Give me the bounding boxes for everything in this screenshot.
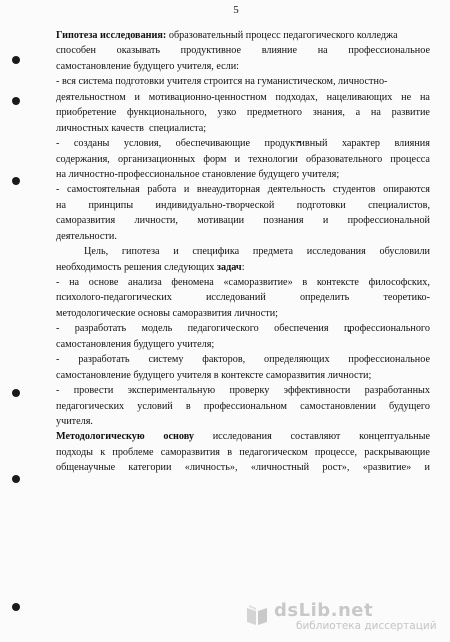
word: оказывать — [116, 45, 160, 57]
word: анализа — [128, 277, 162, 288]
text-line — [56, 74, 430, 89]
word: - — [56, 354, 60, 366]
word: - — [56, 277, 60, 288]
word: психолого-педагогических — [56, 292, 172, 304]
word: обусловили — [379, 246, 430, 258]
word: самостановлении — [300, 400, 376, 412]
word: не — [401, 91, 412, 103]
word: студентов — [332, 184, 376, 196]
word: «личностный — [250, 462, 310, 474]
word: содержания, — [56, 153, 110, 165]
binder-hole-2 — [12, 97, 20, 105]
word: и — [173, 246, 179, 258]
text-line — [56, 152, 430, 167]
word: саморазвития — [160, 446, 220, 458]
word: на — [419, 91, 430, 103]
word: Цель, — [84, 246, 109, 258]
word: определяющих — [264, 354, 330, 366]
word: разработать — [74, 323, 127, 335]
text-line — [56, 229, 430, 244]
word: на — [317, 45, 328, 57]
word: способен — [56, 45, 96, 57]
word: определить — [299, 292, 350, 304]
word: профессиональное — [348, 45, 430, 57]
line-text: необходимость решения следующих — [56, 261, 217, 273]
word: обеспечивающие — [175, 138, 251, 150]
line-text: самостановление будущего учителя, если: — [56, 60, 240, 72]
word: предметного — [246, 107, 303, 119]
word: в — [185, 400, 191, 412]
word: самостоятельная — [67, 184, 140, 196]
text-line — [56, 43, 430, 58]
word: в — [302, 277, 308, 288]
word: профессиональное — [348, 354, 430, 366]
word: будущего — [389, 400, 430, 412]
word: специфика — [192, 246, 240, 258]
word: «саморазвитие» — [223, 277, 293, 288]
word: специалистов, — [368, 199, 430, 211]
text-line — [56, 121, 430, 136]
binder-hole-6 — [12, 603, 20, 611]
word: приобретение — [56, 107, 117, 119]
word: условий — [137, 400, 173, 412]
bold-term: задач — [216, 261, 242, 273]
text-line — [56, 399, 430, 414]
word: на — [69, 277, 80, 288]
word: «личность», — [184, 462, 238, 474]
text-line — [56, 198, 430, 213]
word: эффективности — [283, 385, 351, 397]
word: феномена — [171, 277, 214, 288]
word: «развитие» — [362, 462, 412, 474]
text-line — [56, 321, 430, 336]
word: технологии — [248, 153, 298, 165]
word: систему — [148, 354, 184, 366]
text-line — [56, 28, 430, 43]
word: исследований — [205, 292, 266, 304]
text-line — [56, 136, 430, 151]
line-text: личностных качеств специалиста; — [56, 122, 207, 134]
watermark-logo: dsLib.net — [274, 600, 374, 621]
line-text: учителя. — [56, 415, 93, 427]
line-text: - вся система подготовки учителя строится на гуманистическом, личностно- — [56, 76, 388, 88]
binder-hole-1 — [12, 56, 20, 64]
text-line — [56, 306, 430, 321]
word: условия, — [123, 138, 162, 150]
text-line — [56, 275, 430, 290]
text-line — [56, 290, 430, 305]
word: профессиональном — [203, 400, 288, 412]
word: и — [134, 91, 140, 103]
bold-word: основу — [163, 431, 194, 443]
text-line — [56, 445, 430, 460]
word: индивидуально-творческой — [155, 199, 275, 211]
text-line — [56, 182, 430, 197]
word: исследования — [212, 431, 272, 443]
word: подготовки — [296, 199, 346, 211]
text-line — [56, 460, 430, 475]
word: - — [56, 138, 60, 150]
binder-hole-5 — [12, 475, 20, 483]
line-text: : — [241, 261, 245, 273]
word: влияния — [394, 138, 430, 150]
word: - — [56, 385, 60, 397]
text-line — [56, 90, 430, 105]
word: составляют — [290, 431, 341, 443]
word: процессе, — [314, 446, 358, 458]
word: философских, — [368, 277, 430, 288]
word: процесса — [390, 153, 430, 165]
page-number: 5 — [233, 4, 239, 16]
word: деятельностном — [56, 91, 126, 103]
word: и — [322, 215, 329, 227]
word: профессиональной — [347, 215, 430, 227]
text-line — [56, 352, 430, 367]
word: форм — [203, 153, 227, 165]
word: влияние — [261, 45, 298, 57]
line-text: самостановления будущего учителя; — [56, 338, 215, 350]
document-body — [56, 28, 430, 476]
word: рост», — [322, 462, 350, 474]
word: педагогических — [56, 400, 125, 412]
word: провести — [73, 385, 114, 397]
word: концептуальные — [359, 431, 430, 443]
binder-hole-4 — [12, 389, 20, 397]
word: модель — [141, 323, 173, 335]
word: принципы — [88, 199, 134, 211]
word: исследования — [306, 246, 366, 258]
line-text: образовательный процесс педагогического колледжа — [166, 30, 398, 41]
word: личности, — [134, 215, 178, 227]
watermark-subtitle: библиотека диссертаций — [296, 620, 437, 632]
word: опираются — [383, 184, 430, 196]
word: работа — [147, 184, 177, 196]
word: познания — [263, 215, 304, 227]
word: на — [56, 199, 66, 211]
text-line — [56, 337, 430, 352]
watermark — [274, 600, 444, 634]
text-line — [56, 59, 430, 74]
word: продуктивное — [180, 45, 241, 57]
word: разработать — [78, 354, 130, 366]
word: проверку — [229, 385, 270, 397]
word: функционального, — [127, 107, 207, 119]
word: развитие — [391, 107, 430, 119]
word: подходах, — [275, 91, 318, 103]
word: педагогического — [187, 323, 259, 335]
word: продуктивный — [264, 138, 328, 150]
word: знания, — [312, 107, 345, 119]
word: гипотеза — [121, 246, 160, 258]
word: в — [227, 446, 233, 458]
word: профессионального — [343, 323, 430, 335]
word: к — [100, 446, 106, 458]
word: проблеме — [112, 446, 154, 458]
word: разработанных — [364, 385, 430, 397]
word: узко — [217, 107, 237, 119]
word: категории — [128, 462, 172, 474]
word: саморазвития — [56, 215, 116, 227]
line-text: деятельности. — [56, 230, 117, 242]
text-line — [56, 368, 430, 383]
text-line — [56, 260, 430, 275]
line-text: самостановление будущего учителя в контексте саморазвития личности; — [56, 369, 372, 381]
text-line — [56, 105, 430, 120]
word: - — [56, 323, 60, 335]
word: внеаудиторная — [196, 184, 261, 196]
bold-term: Гипотеза исследования: — [56, 30, 167, 41]
word: факторов, — [202, 354, 246, 366]
word: - — [56, 184, 60, 196]
word: нацеливающих — [326, 91, 393, 103]
word: педагогическом — [239, 446, 308, 458]
word: организационных — [118, 153, 196, 165]
text-line — [56, 167, 430, 182]
word: предмета — [252, 246, 294, 258]
word: созданы — [73, 138, 110, 150]
word: мотивационно-ценностном — [148, 91, 267, 103]
word: на — [370, 107, 381, 119]
word: раскрывающие — [364, 446, 430, 458]
line-text: методологические основы саморазвития личности; — [56, 307, 279, 319]
word: подходы — [56, 446, 93, 458]
text-line — [56, 244, 430, 259]
word: а — [355, 107, 361, 119]
word: образовательного — [306, 153, 383, 165]
word: характер — [341, 138, 380, 150]
word: контексте — [316, 277, 359, 288]
word: основе — [88, 277, 119, 288]
word: общенаучные — [56, 462, 116, 474]
text-line — [56, 383, 430, 398]
text-line — [56, 414, 430, 429]
word: теоретико- — [383, 292, 430, 304]
text-line — [56, 213, 430, 228]
word: и — [234, 153, 241, 165]
book-logo-icon — [244, 602, 270, 628]
text-line — [56, 429, 430, 444]
bold-word: Методологическую — [56, 431, 145, 443]
line-text: на личностно-профессиональное становление будущего учителя; — [56, 168, 340, 180]
word: деятельность — [267, 184, 326, 196]
word: обеспечения — [274, 323, 329, 335]
word: и — [183, 184, 190, 196]
line-text — [56, 28, 398, 43]
word: мотивации — [197, 215, 245, 227]
binder-hole-3 — [12, 177, 20, 185]
word: экспериментальную — [127, 385, 216, 397]
word: и — [424, 462, 430, 474]
